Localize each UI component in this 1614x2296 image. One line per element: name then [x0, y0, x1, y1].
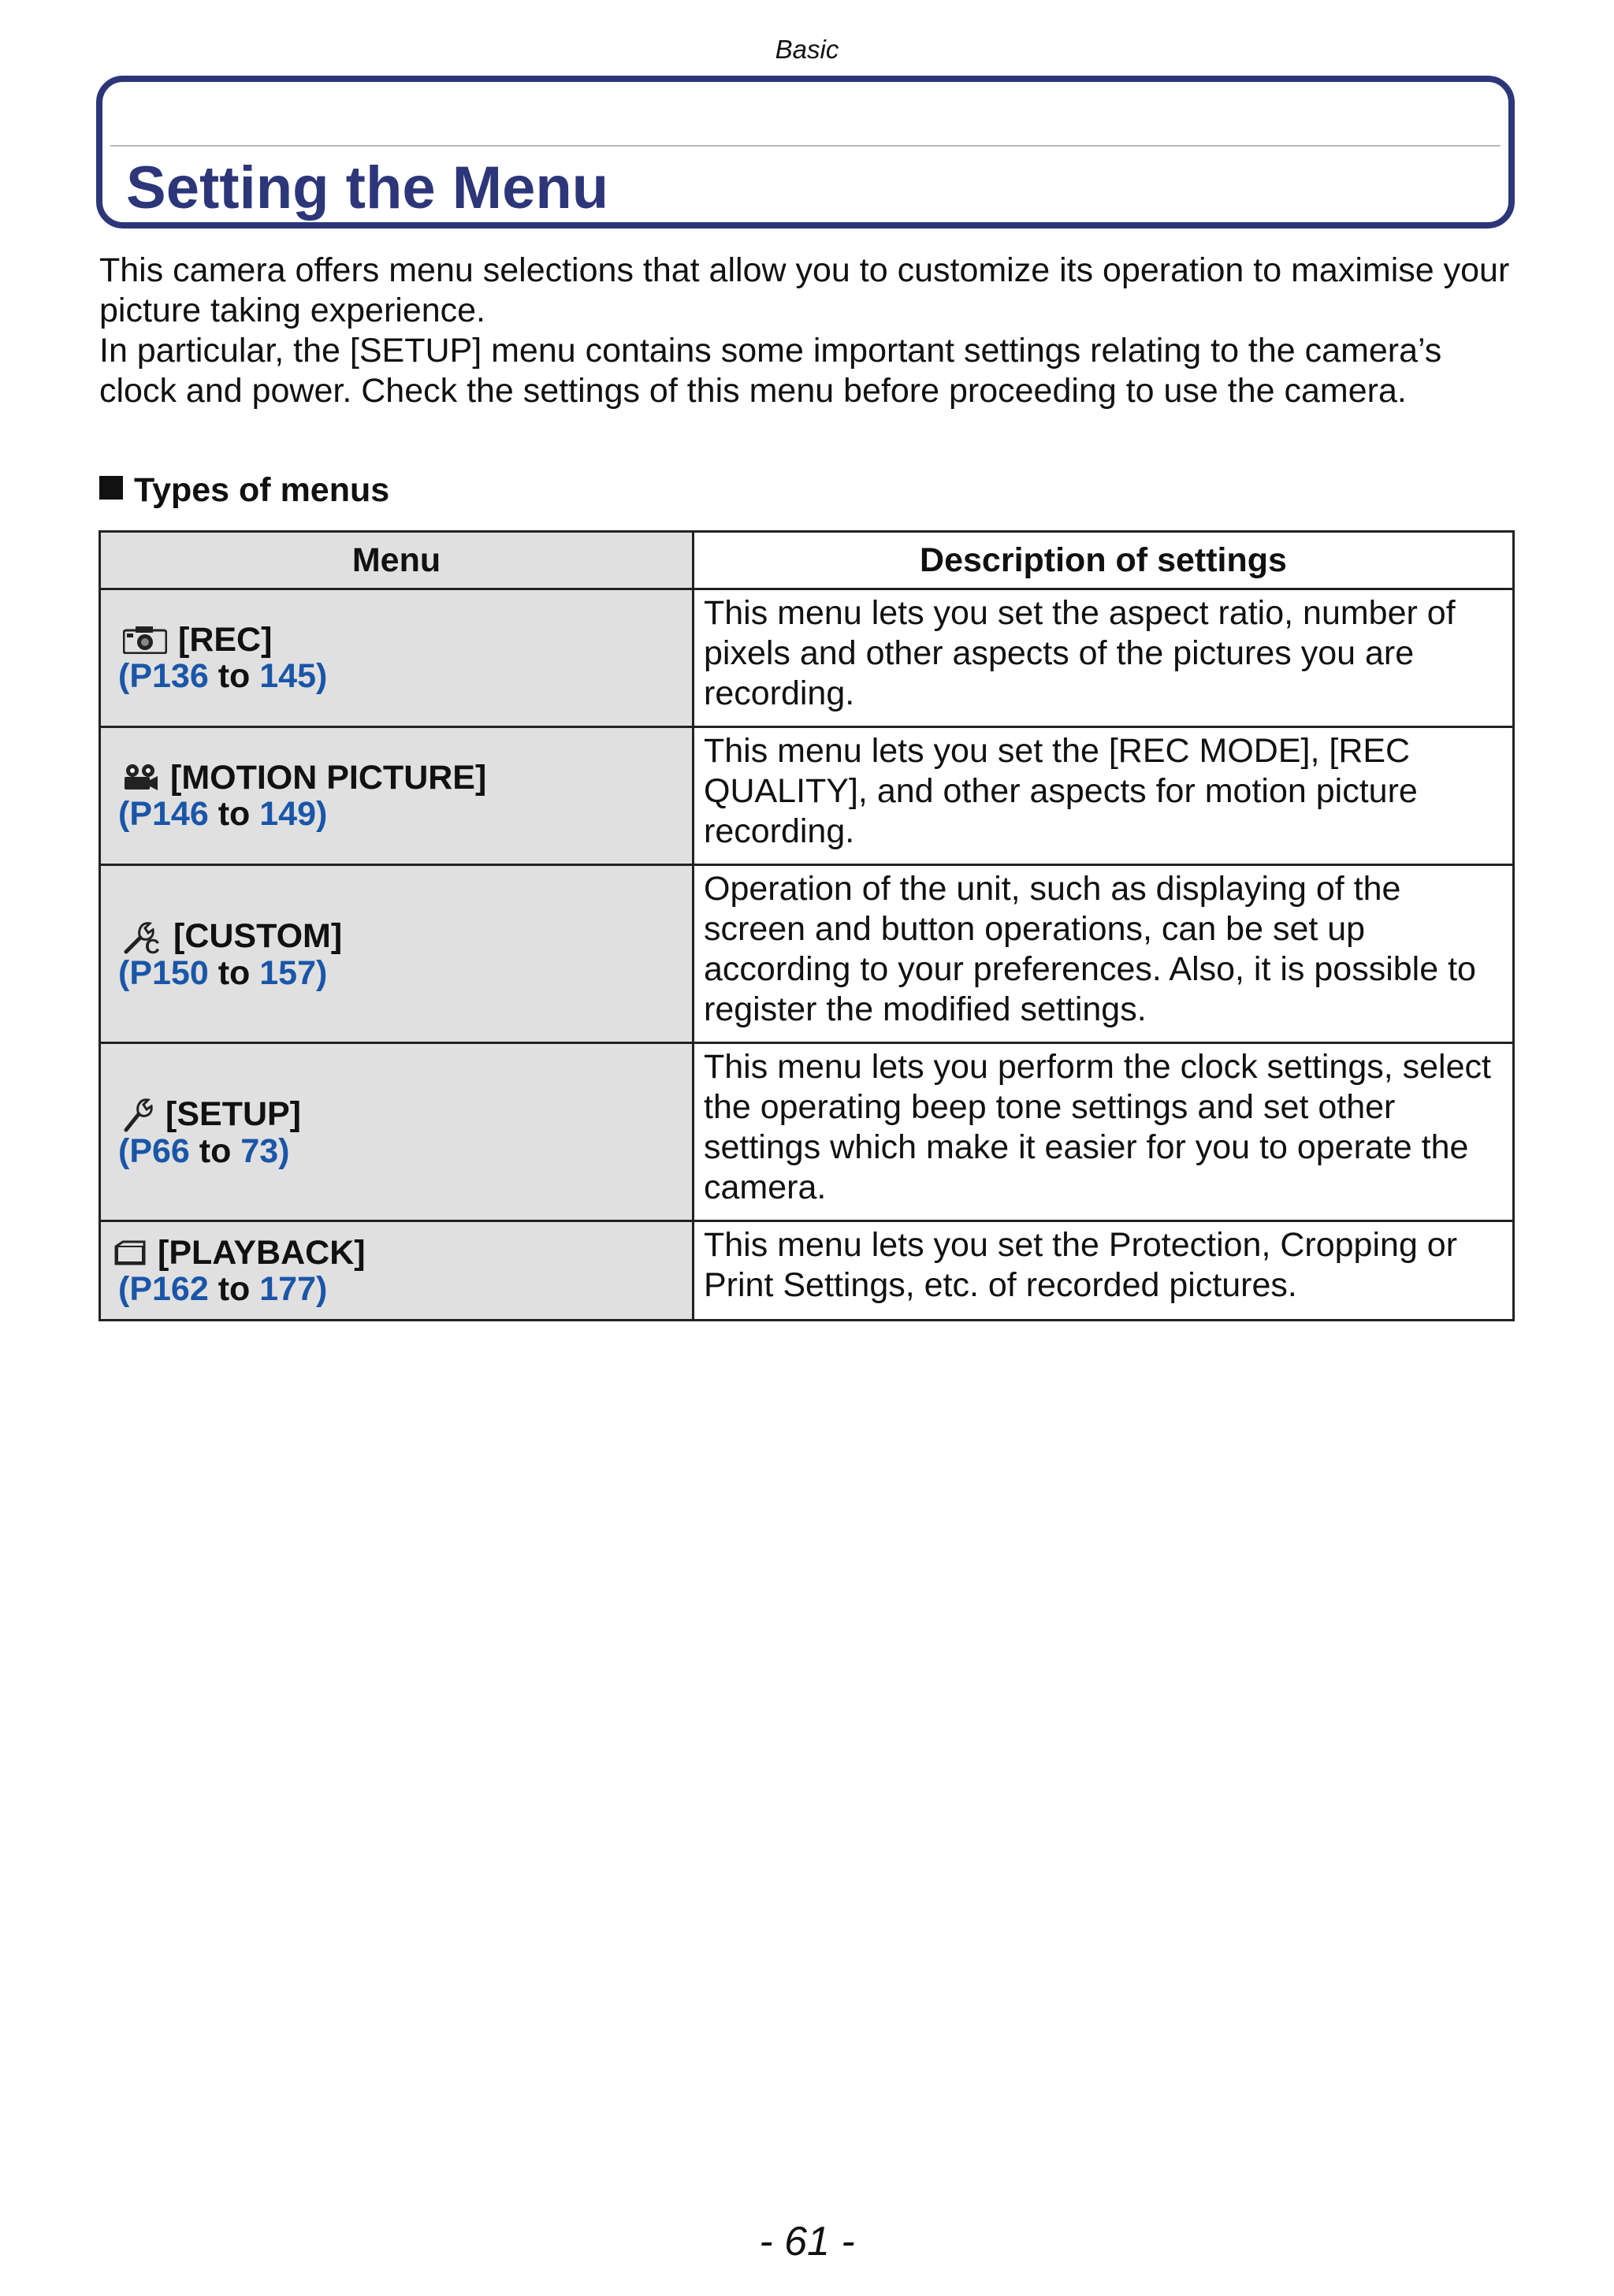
section-heading	[99, 470, 389, 511]
table-row	[100, 1221, 1514, 1321]
table-header-row	[100, 532, 1514, 589]
motion-picture-icon	[123, 763, 159, 793]
intro-paragraph-1: This camera offers menu selections that allow you to customize its operation to maximise your picture taking experience.	[99, 251, 1510, 329]
setup-wrench-icon	[123, 1095, 154, 1133]
title-box	[96, 76, 1515, 228]
custom-wrench-icon	[123, 917, 162, 955]
description-cell: Operation of the unit, such as displaying of the screen and button operations, can be set up according to your preferences. Also, it is possible to register the modified settings.	[694, 865, 1514, 1043]
page-reference-custom[interactable]: (P150 to 157)	[118, 953, 328, 992]
camera-icon	[123, 626, 167, 654]
table-row	[100, 727, 1514, 865]
menu-cell	[100, 1221, 694, 1321]
description-cell: This menu lets you set the aspect ratio, number of pixels and other aspects of the pictures you are recording.	[694, 589, 1514, 727]
page-reference-motion-picture[interactable]: (P146 to 149)	[118, 795, 328, 833]
menu-cell	[100, 1043, 694, 1221]
section-header: Basic	[775, 35, 839, 64]
menu-cell	[100, 589, 694, 727]
table-row	[100, 589, 1514, 727]
title-divider	[110, 145, 1501, 147]
menu-name-setup: [SETUP]	[165, 1094, 301, 1133]
table-row	[100, 865, 1514, 1043]
menu-name-motion-picture: [MOTION PICTURE]	[170, 759, 487, 797]
menu-name-rec: [REC]	[178, 621, 273, 659]
menu-name-playback: [PLAYBACK]	[158, 1233, 366, 1272]
svg-text:C: C	[145, 934, 160, 955]
description-cell: This menu lets you set the [REC MODE], [REC QUALITY], and other aspects for motion picture recording.	[694, 727, 1514, 865]
menu-cell	[100, 865, 694, 1043]
playback-icon	[113, 1239, 147, 1266]
menu-types-table	[99, 530, 1515, 1321]
menu-cell	[100, 727, 694, 865]
page-reference-playback[interactable]: (P162 to 177)	[118, 1269, 328, 1308]
page-reference-setup[interactable]: (P66 to 73)	[118, 1131, 290, 1170]
menu-name-custom: [CUSTOM]	[173, 916, 343, 955]
page-number: - 61 -	[759, 2219, 855, 2264]
description-cell: This menu lets you set the Protection, Cropping or Print Settings, etc. of recorded pictures.	[694, 1221, 1514, 1321]
menu-column-header: Menu	[100, 532, 694, 589]
intro-text	[99, 251, 1518, 411]
description-cell: This menu lets you perform the clock settings, select the operating beep tone settings and set other settings which make it easier for you to operate the camera.	[694, 1043, 1514, 1221]
section-heading-text: Types of menus	[134, 471, 390, 509]
page-reference-rec[interactable]: (P136 to 145)	[118, 657, 328, 695]
intro-paragraph-2: In particular, the [SETUP] menu contains some important settings relating to the camera’s clock and power. Check the settings of this menu before proceeding to use the camera.	[99, 332, 1442, 410]
square-bullet-icon	[99, 476, 123, 500]
description-column-header: Description of settings	[694, 532, 1514, 589]
page-title: Setting the Menu	[126, 154, 609, 221]
table-row	[100, 1043, 1514, 1221]
